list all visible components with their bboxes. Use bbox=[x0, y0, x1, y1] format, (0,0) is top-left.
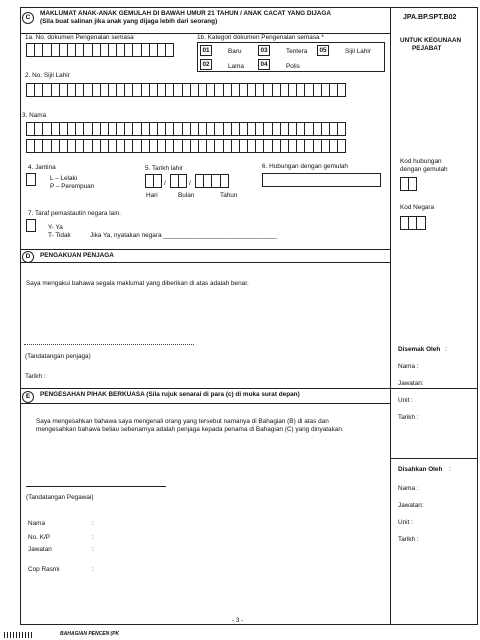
name-cells-row-2[interactable] bbox=[26, 139, 345, 153]
field-6-label: 6. Hubungan dengan gemulah bbox=[262, 163, 348, 170]
field-2-label: 2. No. Sijil Lahir bbox=[25, 72, 70, 79]
kod-hubungan-cells[interactable] bbox=[400, 177, 416, 191]
date-part-bulan: Bulan bbox=[178, 192, 195, 199]
id-number-cells[interactable] bbox=[26, 43, 173, 57]
authority-statement-1: Saya mengesahkan bahawa saya mengenali orang yang tersebut namanya di Bahagian (B) di atas dan bbox=[36, 418, 329, 425]
officer-nama-colon: : bbox=[92, 520, 94, 527]
dob-year-cells[interactable] bbox=[195, 174, 228, 188]
form-code: JPA.BP.SPT.B02 bbox=[403, 14, 457, 21]
gender-option-p: P – Perempuan bbox=[50, 183, 95, 190]
kod-negara-label: Kod Negara bbox=[400, 204, 435, 211]
section-d-header-line bbox=[20, 262, 390, 263]
right-panel-divider bbox=[390, 458, 478, 459]
section-c-marker: C bbox=[22, 12, 34, 24]
category-label-tentera: Tentera bbox=[286, 48, 308, 55]
category-label-baru: Baru bbox=[228, 48, 242, 55]
office-use-heading-2: PEJABAT bbox=[412, 45, 442, 52]
guardian-statement: Saya mengakui bahawa segala maklumat yang diberikan di atas adalah benar. bbox=[26, 280, 249, 287]
officer-jawatan-colon: : bbox=[92, 546, 94, 553]
category-label-sijil-lahir: Sijil Lahir bbox=[345, 48, 371, 55]
guardian-signature-line bbox=[24, 344, 194, 345]
date-part-hari: Hari bbox=[146, 192, 158, 199]
officer-signature-label: (Tandatangan Pegawai) bbox=[26, 494, 94, 501]
officer-nama-label: Nama bbox=[28, 520, 46, 527]
country-prompt: Jika Ya, nyatakan negara ________________________________ bbox=[90, 232, 278, 239]
officer-kp-colon: : bbox=[92, 534, 94, 541]
section-d-marker: D bbox=[22, 251, 34, 263]
disahkan-oleh-colon: : bbox=[449, 466, 451, 473]
field-1b-label: 1b. Kategori dokumen Pengenalan semasa * bbox=[197, 34, 324, 41]
category-label-polis: Polis bbox=[286, 63, 300, 70]
category-code-04[interactable]: 04 bbox=[258, 59, 270, 70]
kod-hubungan-label-2: dengan gemulah bbox=[400, 166, 448, 173]
category-code-03[interactable]: 03 bbox=[258, 45, 270, 56]
barcode-icon bbox=[4, 632, 32, 638]
disahkan-jawatan: Jawatan: bbox=[398, 502, 424, 509]
residency-option-y: Y- Ya bbox=[48, 224, 63, 231]
section-c-title: MAKLUMAT ANAK-ANAK GEMULAH DI BAWAH UMUR 21 TAHUN / ANAK CACAT YANG DIJAGA bbox=[40, 10, 331, 17]
guardian-date-label: Tarikh : bbox=[25, 373, 46, 380]
section-e-title: PENGESAHAN PIHAK BERKUASA (Sila rujuk senarai di para (c) di muka surat depan) bbox=[40, 391, 300, 398]
dob-day-cells[interactable] bbox=[145, 174, 161, 188]
relationship-field[interactable] bbox=[262, 173, 381, 187]
office-use-heading-1: UNTUK KEGUNAAN bbox=[400, 37, 462, 44]
disemak-oleh-colon: : bbox=[445, 346, 447, 353]
disemak-tarikh: Tarikh : bbox=[398, 414, 419, 421]
field-3-label: 3. Nama bbox=[22, 112, 47, 119]
section-e-top bbox=[20, 388, 478, 389]
field-4-label: 4. Jantina bbox=[28, 164, 56, 171]
officer-cop-colon: : bbox=[92, 566, 94, 573]
disemak-jawatan: Jawatan: bbox=[398, 380, 424, 387]
disemak-nama: Nama : bbox=[398, 363, 419, 370]
kod-negara-cells[interactable] bbox=[400, 216, 425, 230]
birth-cert-cells[interactable] bbox=[26, 83, 345, 97]
officer-cop-label: Cop Rasmi bbox=[28, 566, 60, 573]
disemak-unit: Unit : bbox=[398, 397, 413, 404]
residency-option-t: T- Tidak bbox=[48, 232, 71, 239]
residency-box[interactable] bbox=[26, 219, 36, 232]
disahkan-oleh-heading: Disahkan Oleh bbox=[398, 466, 443, 473]
dob-month-cells[interactable] bbox=[170, 174, 186, 188]
section-e-header-line bbox=[20, 403, 390, 404]
form-frame bbox=[20, 7, 478, 625]
authority-statement-2: mengesahkan bahawa beliau sebenarnya adalah penjaga kepada penama di Bahagian (C) yang dinyatakan. bbox=[36, 426, 344, 433]
disemak-oleh-heading: Disemak Oleh bbox=[398, 346, 441, 353]
field-7-label: 7. Taraf pemastautin negara lain. bbox=[28, 210, 121, 217]
gender-box[interactable] bbox=[26, 173, 36, 186]
name-cells-row-1[interactable] bbox=[26, 122, 345, 136]
page-number: - 3 - bbox=[232, 617, 244, 624]
gender-option-l: L – Lelaki bbox=[50, 175, 78, 182]
field-5-label: 5. Tarikh lahir bbox=[145, 165, 183, 172]
section-e-marker: E bbox=[22, 391, 34, 403]
date-slash-1: / bbox=[164, 180, 166, 187]
guardian-signature-label: (Tandatangan penjaga) bbox=[25, 353, 91, 360]
date-slash-2: / bbox=[189, 180, 191, 187]
field-1a-label: 1a. No. dokumen Pengenalan semasa bbox=[25, 34, 134, 41]
officer-kp-label: No. K/P bbox=[28, 534, 51, 541]
category-label-lama: Lama bbox=[228, 63, 244, 70]
office-column-divider bbox=[390, 7, 391, 625]
officer-signature-line bbox=[26, 486, 166, 487]
footer-text: BAHAGIAN PENCEN (PK bbox=[60, 631, 120, 637]
section-d-title: PENGAKUAN PENJAGA bbox=[40, 252, 114, 259]
disahkan-nama: Nama : bbox=[398, 485, 419, 492]
disahkan-unit: Unit : bbox=[398, 519, 413, 526]
category-code-01[interactable]: 01 bbox=[200, 45, 212, 56]
date-part-tahun: Tahun bbox=[220, 192, 238, 199]
disahkan-tarikh: Tarikh : bbox=[398, 536, 419, 543]
section-c-subtitle: (Sila buat salinan jika anak yang dijaga lebih dari seorang) bbox=[40, 18, 218, 25]
category-code-02[interactable]: 02 bbox=[200, 59, 212, 70]
kod-hubungan-label-1: Kod hubungan bbox=[400, 158, 442, 165]
officer-jawatan-label: Jawatan bbox=[28, 546, 52, 553]
section-d-top bbox=[20, 249, 390, 250]
category-code-05[interactable]: 05 bbox=[317, 45, 329, 56]
